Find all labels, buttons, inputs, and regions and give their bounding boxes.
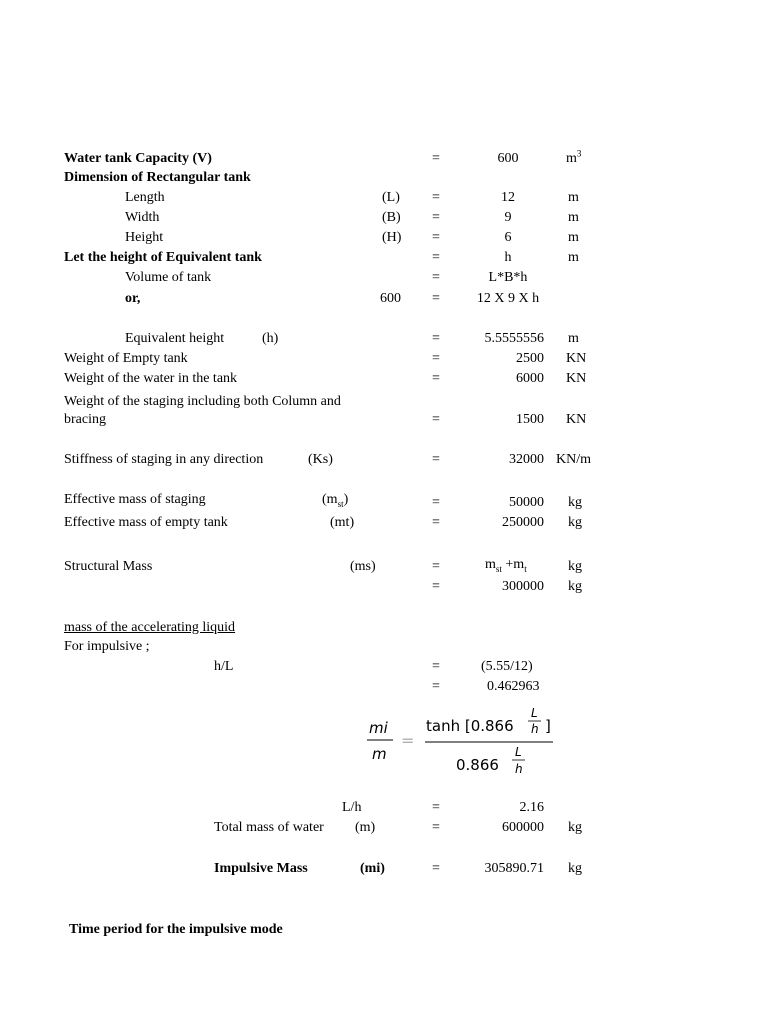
mass-empty-label: Effective mass of empty tank (64, 515, 228, 530)
structural-mass-label: Structural Mass (64, 559, 153, 574)
equiv-height-value: 5.5555556 (484, 331, 544, 346)
capacity-eq: = (432, 151, 440, 166)
formula-denominator-h: h (515, 762, 523, 776)
water-weight-unit: KN (566, 371, 587, 386)
width-unit: m (568, 210, 579, 225)
total-water-value: 600000 (502, 820, 544, 835)
water-weight-eq: = (432, 371, 440, 386)
formula-tanh: tanh [0.866 (426, 717, 514, 735)
mass-staging-eq: = (432, 495, 440, 510)
structural-mass-formula (485, 556, 527, 573)
mass-staging-value: 50000 (509, 495, 544, 510)
formula-denominator-L: L (515, 745, 522, 759)
hl-value-eq: = (432, 679, 440, 694)
height-sym: (H) (382, 230, 402, 245)
structural-mass-m1: m (485, 557, 496, 572)
impulsive-label: For impulsive ; (64, 639, 150, 654)
formula-close-bracket: ] (545, 717, 551, 735)
hl-value: (5.55/12) (481, 659, 533, 674)
stiffness-value: 32000 (509, 452, 544, 467)
total-water-eq: = (432, 820, 440, 835)
volume-eq: = (432, 270, 440, 285)
mass-empty-value: 250000 (502, 515, 544, 530)
length-sym: (L) (382, 190, 400, 205)
total-water-sym: (m) (355, 820, 376, 835)
mass-empty-eq: = (432, 515, 440, 530)
hl-eq: = (432, 659, 440, 674)
equiv-heading-unit: m (568, 250, 579, 265)
hl-label: h/L (214, 659, 234, 674)
structural-mass-sym: (ms) (350, 559, 376, 574)
or-value: 12 X 9 X h (476, 291, 540, 306)
staging-weight-label-line1: Weight of the staging including both Column and (64, 394, 341, 409)
formula-equals: = (401, 731, 415, 750)
staging-weight-eq: = (432, 412, 440, 427)
or-num: 600 (380, 291, 401, 306)
stiffness-unit: KN/m (556, 452, 591, 467)
length-unit: m (568, 190, 579, 205)
equiv-heading-label: Let the height of Equivalent tank (64, 250, 262, 265)
or-label: or, (125, 291, 141, 306)
width-sym: (B) (382, 210, 401, 225)
time-period-heading: Time period for the impulsive mode (69, 922, 283, 937)
width-eq: = (432, 210, 440, 225)
staging-weight-value: 1500 (516, 412, 544, 427)
structural-mass-sub1: st (495, 563, 502, 574)
stiffness-label: Stiffness of staging in any direction (64, 452, 264, 467)
height-eq: = (432, 230, 440, 245)
lh-value: 2.16 (519, 800, 544, 815)
impulsive-mass-value: 305890.71 (484, 861, 544, 876)
mass-empty-unit: kg (568, 515, 582, 530)
height-unit: m (568, 230, 579, 245)
or-eq: = (432, 291, 440, 306)
hl-value-number: 0.462963 (487, 679, 540, 694)
impulsive-mass-eq: = (432, 861, 440, 876)
formula-m: m (372, 745, 387, 763)
empty-weight-label: Weight of Empty tank (64, 351, 188, 366)
mass-staging-sym (322, 491, 348, 508)
mass-staging-label: Effective mass of staging (64, 492, 206, 507)
capacity-unit (566, 150, 581, 167)
formula-mi: mi (369, 719, 388, 737)
formula-denominator-k: 0.866 (456, 756, 499, 774)
length-value: 12 (501, 190, 515, 205)
equiv-heading-value: h (504, 250, 512, 265)
formula-inner-h: h (531, 722, 539, 736)
length-label: Length (125, 190, 165, 205)
staging-weight-unit: KN (566, 412, 587, 427)
lh-label: L/h (342, 800, 362, 815)
water-weight-label: Weight of the water in the tank (64, 371, 238, 386)
structural-mass-unit: kg (568, 559, 582, 574)
impulsive-mass-label: Impulsive Mass (214, 861, 308, 876)
formula-inner-L: L (531, 706, 538, 720)
equiv-height-sym: (h) (262, 331, 279, 346)
water-weight-value: 6000 (516, 371, 544, 386)
height-value: 6 (504, 230, 512, 245)
mass-staging-sym-base: (m (322, 492, 338, 507)
structural-total-unit: kg (568, 579, 582, 594)
capacity-unit-sup: 3 (576, 148, 582, 159)
structural-total-eq: = (432, 579, 440, 594)
mass-empty-sym: (mt) (330, 515, 355, 530)
accel-heading: mass of the accelerating liquid (64, 620, 236, 635)
empty-weight-eq: = (432, 351, 440, 366)
lh-eq: = (432, 800, 440, 815)
structural-total-value: 300000 (502, 579, 544, 594)
capacity-value: 600 (497, 151, 519, 166)
staging-weight-label-line2: bracing (64, 412, 106, 427)
impulsive-mass-unit: kg (568, 861, 582, 876)
total-water-label: Total mass of water (214, 820, 324, 835)
equiv-height-label: Equivalent height (125, 331, 225, 346)
structural-mass-sub2: t (524, 563, 527, 574)
dimension-heading: Dimension of Rectangular tank (64, 170, 251, 185)
volume-label: Volume of tank (125, 270, 212, 285)
empty-weight-value: 2500 (516, 351, 544, 366)
mass-staging-unit: kg (568, 495, 582, 510)
mass-staging-sym-end: ) (343, 492, 349, 507)
stiffness-sym: (Ks) (308, 452, 333, 467)
equiv-heading-eq: = (432, 250, 440, 265)
empty-weight-unit: KN (566, 351, 587, 366)
length-eq: = (432, 190, 440, 205)
width-label: Width (125, 210, 160, 225)
structural-mass-eq: = (432, 559, 440, 574)
capacity-label: Water tank Capacity (V) (64, 151, 212, 166)
impulsive-mass-formula (365, 703, 565, 783)
capacity-unit-base: m (566, 151, 577, 166)
volume-value: L*B*h (488, 270, 528, 285)
impulsive-mass-sym: (mi) (360, 861, 385, 876)
total-water-unit: kg (568, 820, 582, 835)
equiv-height-unit: m (568, 331, 579, 346)
width-value: 9 (504, 210, 512, 225)
stiffness-eq: = (432, 452, 440, 467)
equiv-height-eq: = (432, 331, 440, 346)
structural-mass-plus: +m (501, 557, 525, 572)
mass-staging-sym-sub: st (337, 498, 344, 509)
height-label: Height (125, 230, 164, 245)
